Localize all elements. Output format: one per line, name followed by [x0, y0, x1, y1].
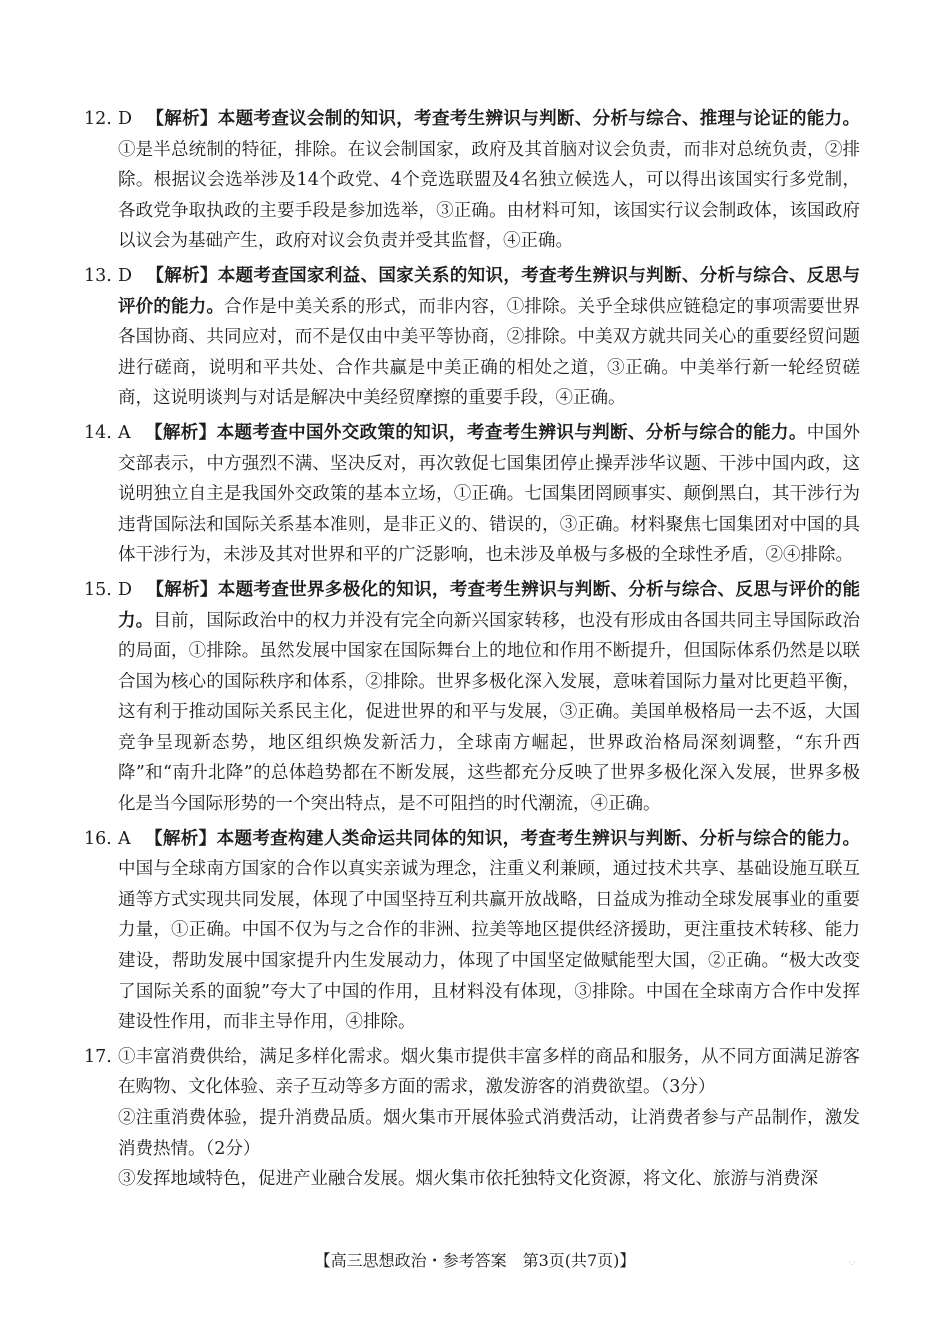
question-16-text	[118, 824, 860, 1038]
analysis-tag: 【解析】	[146, 579, 218, 600]
question-number: 13.	[84, 265, 112, 286]
question-17-point-3: ③发挥地域特色，促进产业融合发展。烟火集市依托独特文化资源，将文化、旅游与消费深	[118, 1169, 818, 1190]
answer-content	[84, 104, 861, 1195]
analysis-lead: 本题考查议会制的知识，考查考生辨识与判断、分析与综合、推理与论证的能力。	[217, 109, 861, 129]
analysis-tag: 【解析】	[146, 265, 218, 286]
analysis-body: 中国与全球南方国家的合作以真实亲诚为理念，注重义利兼顾，通过技术共享、基础设施互联互通等方式实现共同发展，体现了中国坚持互利共赢开放战略，日益成为推动全球发展事业的重要力量，①正确。中国不仅为与之合作的非洲、拉美等地区提供经济援助，更注重技术转移、能力建设，帮助发展中国家提升内生发展动力，体现了中国坚定做赋能型大国，②正确。“极大改变了国际关系的面貌”夸大了中国的作用，且材料没有体现，③排除。中国在全球南方合作中发挥建设性作用，而非主导作用，④排除。	[118, 859, 860, 1033]
answer-letter: D	[118, 579, 133, 600]
question-15	[84, 575, 861, 820]
question-17-point-2: ②注重消费体验，提升消费品质。烟火集市开展体验式消费活动，让消费者参与产品制作，激发消费热情。（2分）	[118, 1108, 860, 1159]
question-15-text	[118, 575, 860, 820]
analysis-tag: 【解析】	[144, 422, 217, 443]
question-17	[84, 1042, 860, 1195]
question-13	[84, 261, 861, 414]
analysis-lead: 本题考查世界多极化的知识，考查考生辨识与判断、分析与综合、反思与评价的能力。	[118, 579, 861, 631]
analysis-lead: 本题考查构建人类命运共同体的知识，考查考生辨识与判断、分析与综合的能力。	[216, 828, 860, 849]
question-number: 15.	[84, 579, 112, 600]
question-number: 17.	[84, 1046, 112, 1067]
question-14	[84, 418, 861, 571]
analysis-lead: 本题考查国家利益、国家关系的知识，考查考生辨识与判断、分析与综合、反思与评价的能力。	[118, 265, 861, 317]
analysis-body: 目前，国际政治中的权力并没有完全向新兴国家转移，也没有形成由各国共同主导国际政治的局面，①排除。虽然发展中国家在国际舞台上的地位和作用不断提升，但国际体系仍然是以联合国为核心的国际秩序和体系，②排除。世界多极化深入发展，意味着国际力量对比更趋平衡，这有利于推动国际关系民主化，促进世界的和平与发展，③正确。美国单极格局一去不返，大国竞争呈现新态势，地区组织焕发新活力，全球南方崛起，世界政治格局深刻调整，“东升西降”和“南升北降”的总体趋势都在不断发展，这些都充分反映了世界多极化深入发展，世界多极化是当今国际形势的一个突出特点，是不可阻挡的时代潮流，④正确。	[118, 610, 860, 815]
analysis-body: ①是半总统制的特征，排除。在议会制国家，政府及其首脑对议会负责，而非对总统负责，②排除。根据议会选举涉及14个政党、4个竞选联盟及4名独立候选人，可以得出该国实行多党制，各政党争取执政的主要手段是参加选举，③正确。由材料可知，该国实行议会制政体，该国政府以议会为基础产生，政府对议会负责并受其监督，④正确。	[118, 139, 860, 252]
question-17-point-1: ①丰富消费供给，满足多样化需求。烟火集市提供丰富多样的商品和服务，从不同方面满足游客在购物、文化体验、亲子互动等多方面的需求，激发游客的消费欲望。（3分）	[118, 1046, 860, 1098]
question-12-text	[118, 104, 860, 257]
answer-letter: D	[118, 109, 133, 129]
analysis-tag: 【解析】	[146, 109, 218, 129]
analysis-body: 中国外交部表示，中方强烈不满、坚决反对，再次敦促七国集团停止操弄涉华议题、干涉中国内政，这说明独立自主是我国外交政策的基本立场，①正确。七国集团罔顾事实、颠倒黑白，其干涉行为违背国际法和国际关系基本准则，是非正义的、错误的，③正确。材料聚焦七国集团对中国的具体干涉行为，未涉及其对世界和平的广泛影响，也未涉及单极与多极的全球性矛盾，②④排除。	[118, 422, 861, 566]
question-14-text	[118, 418, 860, 571]
page-footer: 【高三思想政治・参考答案 第3页(共7页)】	[314, 1251, 636, 1270]
corner-mark: ·.·	[848, 1258, 856, 1267]
answer-letter: A	[118, 828, 131, 849]
analysis-body: 合作是中美关系的形式，而非内容，①排除。关乎全球供应链稳定的事项需要世界各国协商、共同应对，而不是仅由中美平等协商，②排除。中美双方就共同关心的重要经贸问题进行磋商，说明和平共处、合作共赢是中美正确的相处之道，③正确。中美举行新一轮经贸磋商，这说明谈判与对话是解决中美经贸摩擦的重要手段，④正确。	[118, 296, 861, 409]
question-12	[84, 104, 861, 257]
answer-letter: A	[118, 422, 131, 443]
question-number: 16.	[84, 828, 112, 849]
answer-letter: D	[118, 265, 133, 286]
question-number: 14.	[84, 422, 112, 443]
analysis-lead: 本题考查中国外交政策的知识，考查考生辨识与判断、分析与综合的能力。	[216, 422, 807, 443]
analysis-tag: 【解析】	[144, 828, 217, 849]
question-number: 12.	[84, 109, 112, 129]
question-16	[84, 824, 860, 1038]
question-13-text	[118, 261, 860, 414]
